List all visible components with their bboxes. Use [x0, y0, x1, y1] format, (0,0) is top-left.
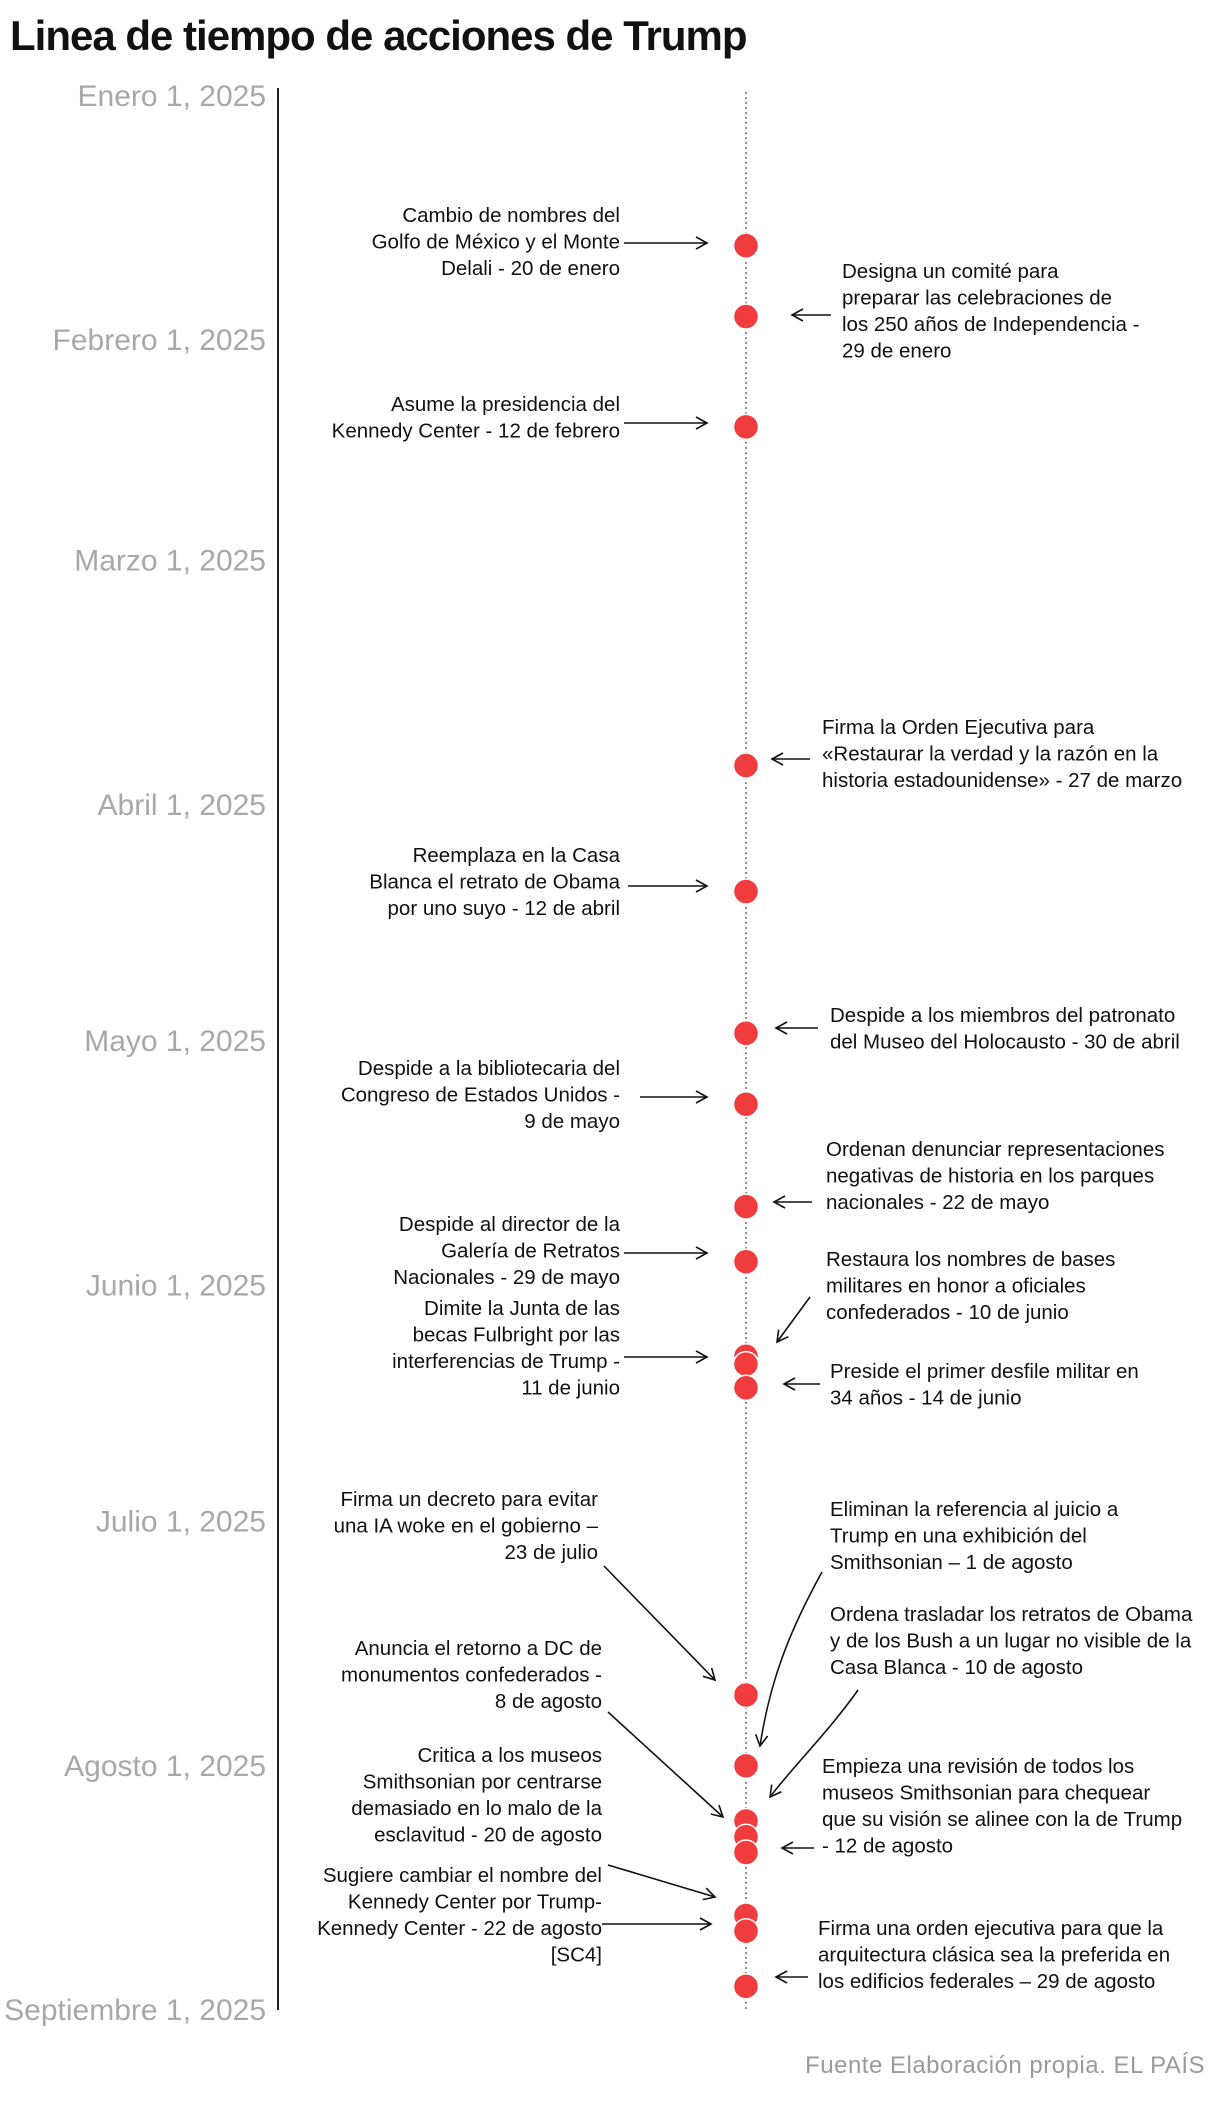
source-note: Fuente Elaboración propia. EL PAÍS: [805, 2052, 1205, 2079]
event-label: [393, 1213, 620, 1289]
event-label-line: becas Fulbright por las: [412, 1323, 620, 1347]
event-dot: [734, 1092, 759, 1117]
event-label-line: Kennedy Center - 12 de febrero: [331, 419, 620, 443]
event-label: [369, 844, 620, 920]
event-label: [830, 1603, 1193, 1679]
event-label-line: Kennedy Center por Trump-: [347, 1890, 602, 1914]
event-label: [317, 1864, 602, 1967]
event-label-line: historia estadounidense» - 27 de marzo: [822, 769, 1183, 792]
event-label-line: militares en honor a oficiales: [826, 1274, 1086, 1298]
event-label-line: Delali - 20 de enero: [441, 257, 620, 280]
event-dot: [734, 304, 759, 329]
event-arrows: [602, 243, 858, 1977]
month-label: Julio 1, 2025: [95, 1505, 266, 1539]
event-label-line: Restaura los nombres de bases: [826, 1248, 1116, 1271]
event-label-line: Firma un decreto para evitar: [340, 1488, 598, 1511]
month-label: Abril 1, 2025: [97, 788, 266, 822]
event-label-line: interferencias de Trump -: [392, 1350, 620, 1373]
event-dot: [734, 1249, 759, 1274]
event-label-line: que su visión se alinee con la de Trump: [822, 1808, 1183, 1831]
month-label: Agosto 1, 2025: [64, 1749, 266, 1783]
event-label-line: Congreso de Estados Unidos -: [340, 1083, 620, 1107]
chart-title: Linea de tiempo de acciones de Trump: [10, 12, 747, 59]
event-label: [826, 1138, 1164, 1214]
event-label-line: 23 de julio: [504, 1541, 598, 1564]
event-label: [830, 1360, 1139, 1410]
event-label: [822, 716, 1182, 792]
month-label: Marzo 1, 2025: [74, 544, 266, 578]
event-label: [332, 393, 620, 443]
event-label-line: los 250 años de Independencia -: [842, 313, 1140, 336]
event-arrow: [760, 1572, 822, 1746]
month-labels: [4, 80, 266, 2027]
event-label: [830, 1004, 1180, 1054]
event-label-line: Despide a los miembros del patronato: [830, 1004, 1176, 1027]
event-label-line: Despide a la bibliotecaria del: [357, 1057, 620, 1080]
event-dot: [734, 1375, 759, 1400]
event-label-line: Empieza una revisión de todos los: [822, 1755, 1135, 1778]
event-label: [826, 1248, 1115, 1324]
event-label-line: Designa un comité para: [842, 260, 1059, 283]
event-arrow: [777, 1297, 810, 1342]
month-label: Septiembre 1, 2025: [4, 1994, 266, 2027]
event-label-line: nacionales - 22 de mayo: [826, 1191, 1050, 1214]
event-dot: [734, 1840, 759, 1865]
event-label-line: Firma la Orden Ejecutiva para: [822, 716, 1095, 739]
month-label: Junio 1, 2025: [85, 1269, 266, 1303]
event-arrow: [608, 1865, 715, 1897]
event-label-line: Cambio de nombres del: [402, 204, 620, 227]
event-label-line: esclavitud - 20 de agosto: [374, 1823, 602, 1847]
event-label-line: una IA woke en el gobierno –: [333, 1514, 598, 1538]
event-label-line: confederados - 10 de junio: [826, 1301, 1069, 1324]
event-label-line: arquitectura clásica sea la preferida en: [818, 1943, 1171, 1967]
event-label: [341, 1057, 620, 1133]
event-label-line: Reemplaza en la Casa: [412, 844, 620, 867]
event-label-line: - 12 de agosto: [822, 1834, 954, 1858]
event-label-line: [SC4]: [550, 1943, 602, 1967]
event-label-line: monumentos confederados -: [341, 1663, 602, 1687]
event-label: [392, 1297, 620, 1400]
month-label: Mayo 1, 2025: [84, 1025, 266, 1059]
event-label-line: por uno suyo - 12 de abril: [387, 897, 620, 920]
event-label-line: los edificios federales – 29 de agosto: [818, 1970, 1156, 1993]
event-label-line: del Museo del Holocausto - 30 de abril: [830, 1030, 1180, 1054]
event-label-line: Despide al director de la: [398, 1213, 620, 1236]
event-label-line: negativas de historia en los parques: [826, 1164, 1155, 1188]
event-label-line: Dimite la Junta de las: [424, 1297, 620, 1320]
event-label-line: «Restaurar la verdad y la razón en la: [822, 742, 1159, 766]
event-arrow: [608, 1712, 723, 1817]
event-dot: [734, 1682, 759, 1707]
event-dot: [734, 879, 759, 904]
event-label-line: y de los Bush a un lugar no visible de la: [830, 1629, 1192, 1653]
event-label-line: Smithsonian por centrarse: [362, 1770, 602, 1794]
event-dot: [734, 1194, 759, 1219]
event-label-line: Galería de Retratos: [441, 1239, 620, 1263]
event-dot: [734, 1919, 759, 1944]
event-label-line: Golfo de México y el Monte: [371, 230, 620, 254]
event-label-line: Casa Blanca - 10 de agosto: [830, 1656, 1083, 1679]
event-label-line: 29 de enero: [842, 339, 952, 363]
event-dot: [734, 414, 759, 439]
event-dot: [734, 233, 759, 258]
event-label: [822, 1755, 1182, 1858]
event-label-line: 9 de mayo: [524, 1110, 620, 1133]
event-label-line: Asume la presidencia del: [390, 393, 620, 416]
event-label-line: Trump en una exhibición del: [830, 1524, 1087, 1548]
month-label: Febrero 1, 2025: [52, 324, 266, 358]
event-label-line: 8 de agosto: [494, 1690, 602, 1713]
event-label: [351, 1744, 602, 1847]
event-label: [372, 204, 620, 280]
event-label-line: Smithsonian – 1 de agosto: [830, 1551, 1073, 1574]
event-label-line: Sugiere cambiar el nombre del: [322, 1864, 602, 1887]
event-label-line: demasiado en lo malo de la: [351, 1797, 602, 1820]
event-label-line: Preside el primer desfile militar en: [830, 1360, 1139, 1383]
event-label: [830, 1498, 1119, 1574]
event-label-line: Nacionales - 29 de mayo: [393, 1266, 620, 1289]
event-label-line: Blanca el retrato de Obama: [369, 870, 620, 894]
event-dot: [734, 1753, 759, 1778]
event-label-line: Kennedy Center - 22 de agosto: [317, 1917, 602, 1940]
event-arrow: [604, 1566, 715, 1680]
event-dot: [734, 753, 759, 778]
event-label-line: preparar las celebraciones de: [842, 286, 1113, 310]
event-label-line: Ordenan denunciar representaciones: [826, 1138, 1165, 1161]
event-label: [334, 1488, 599, 1564]
event-label: [341, 1637, 602, 1713]
event-dot: [734, 1352, 759, 1377]
event-label: [842, 260, 1139, 363]
event-label-line: Eliminan la referencia al juicio a: [830, 1498, 1119, 1521]
event-label-line: Firma una orden ejecutiva para que la: [818, 1917, 1164, 1940]
event-label-line: Critica a los museos: [417, 1744, 602, 1767]
event-label-line: 34 años - 14 de junio: [830, 1386, 1022, 1410]
event-label-line: Ordena trasladar los retratos de Obama: [830, 1603, 1193, 1626]
month-label: Enero 1, 2025: [77, 80, 266, 113]
event-label-line: 11 de junio: [521, 1376, 620, 1400]
event-dot: [734, 1974, 759, 1999]
event-dot: [734, 1021, 759, 1046]
event-label-line: museos Smithsonian para chequear: [822, 1781, 1151, 1805]
event-label-line: Anuncia el retorno a DC de: [354, 1637, 602, 1660]
event-label: [818, 1917, 1170, 1993]
